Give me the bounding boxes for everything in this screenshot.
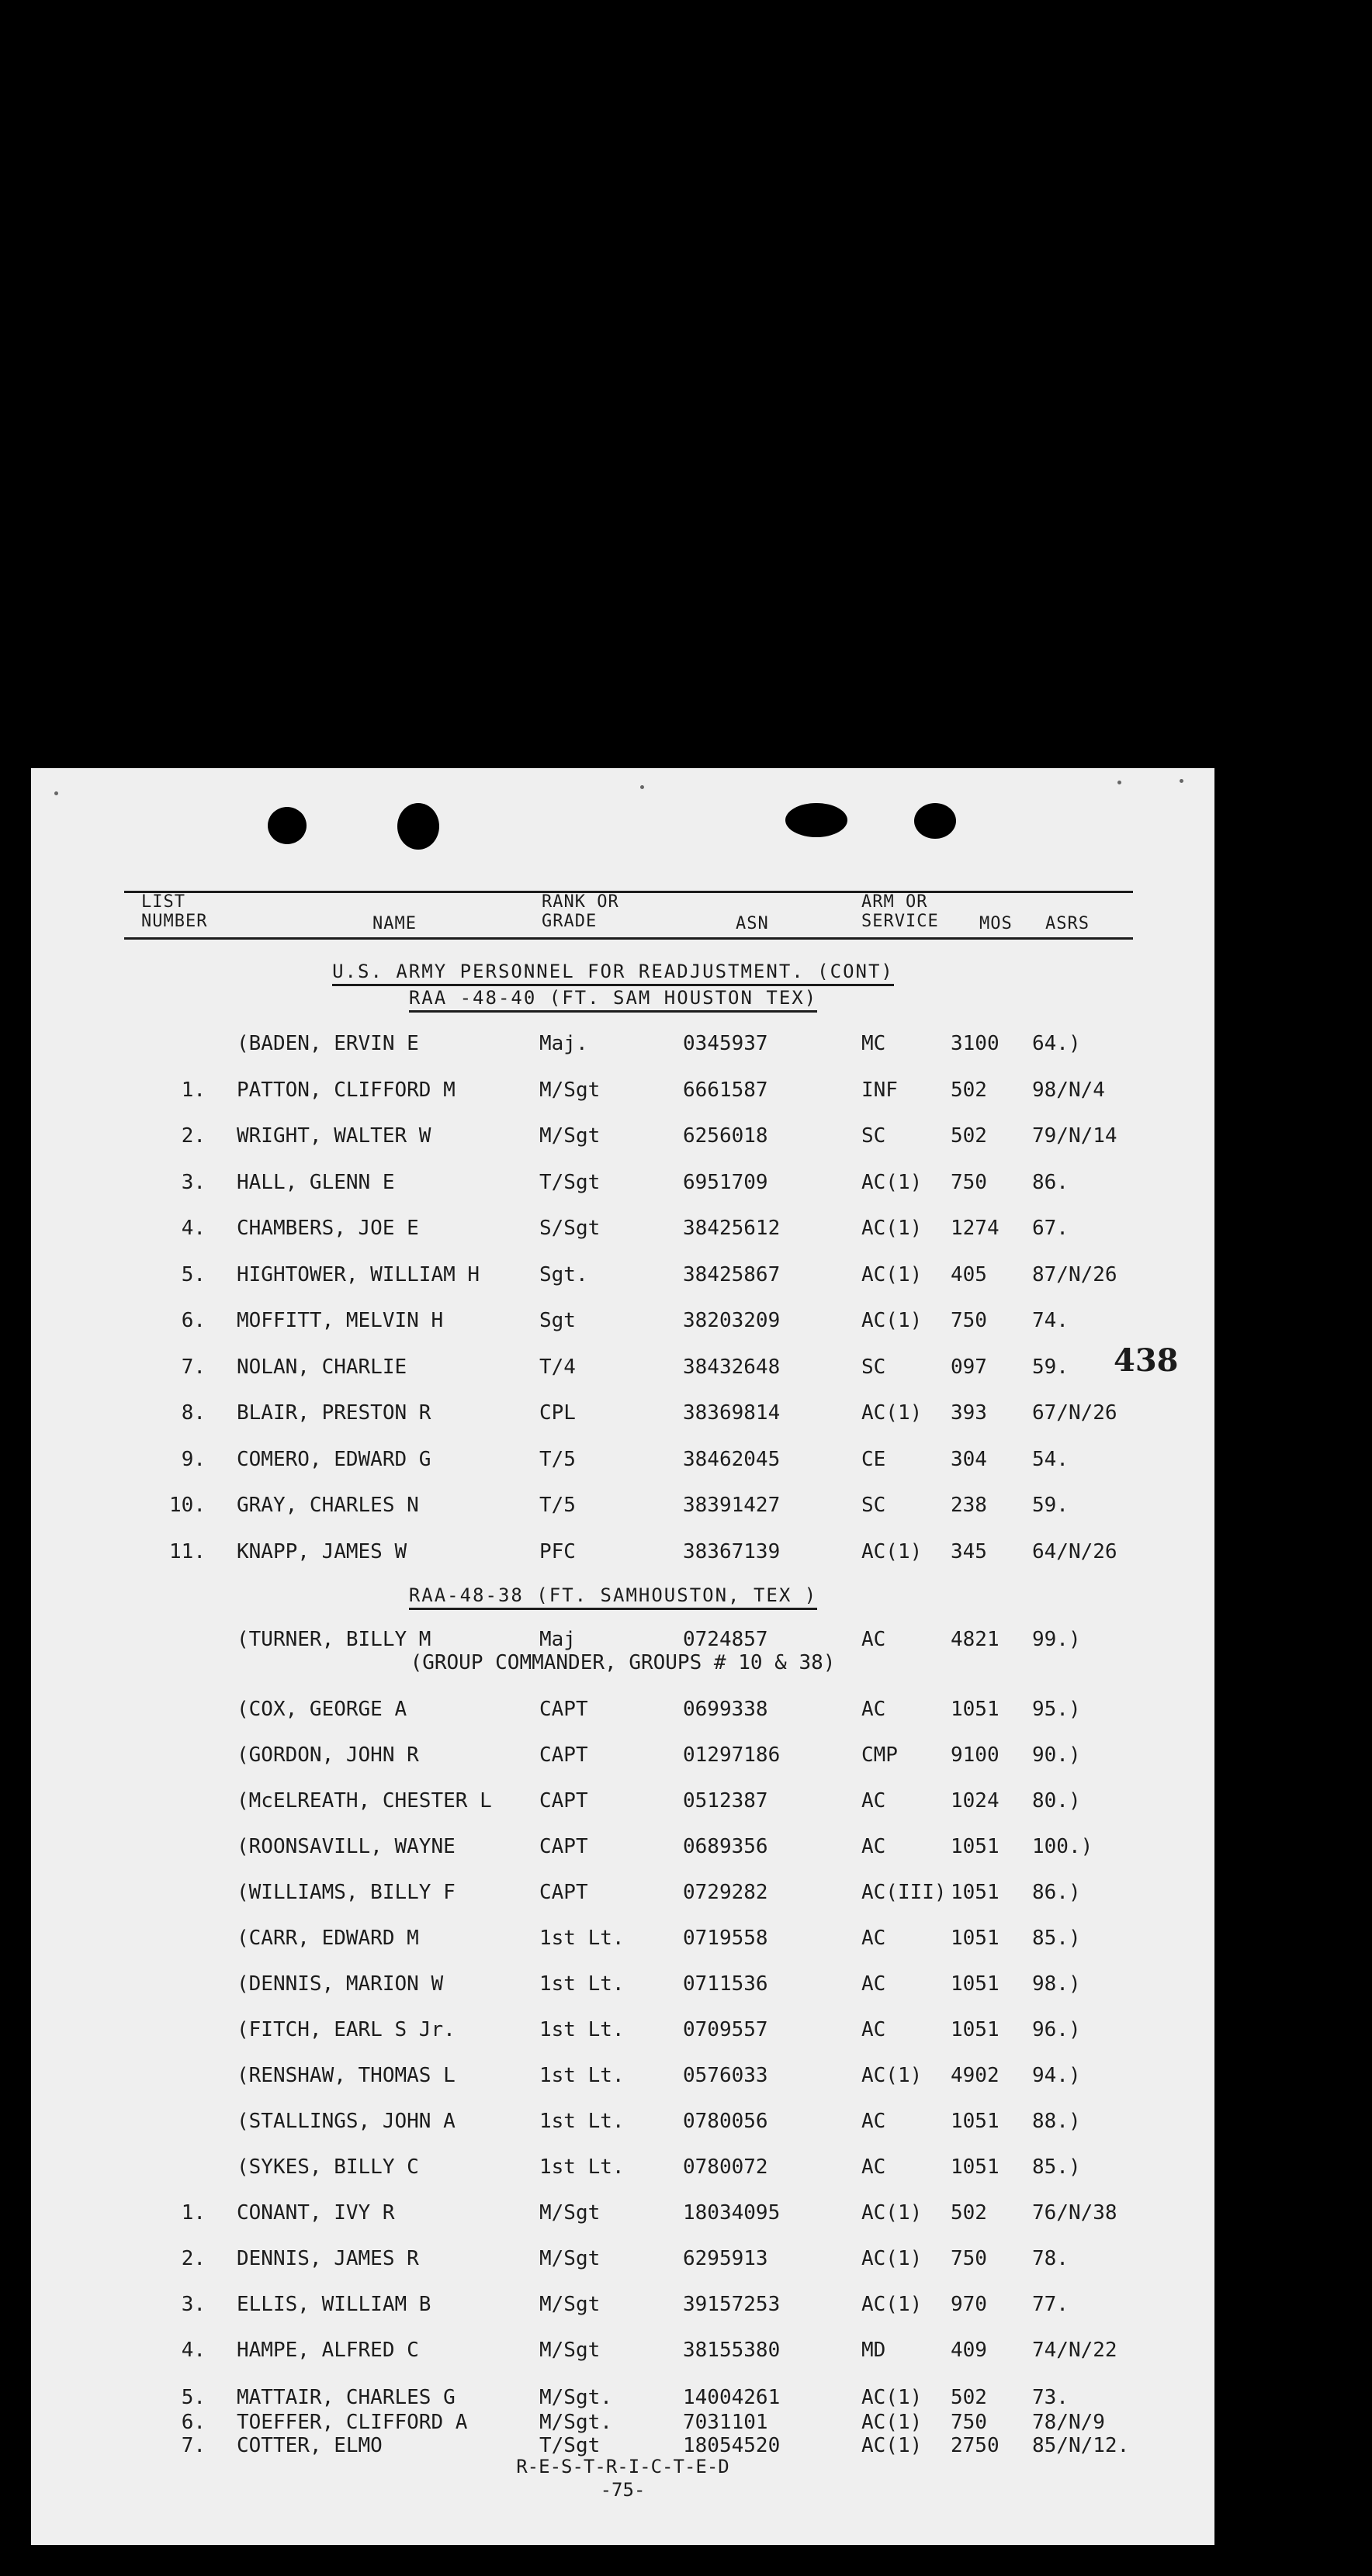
mos: 750 [951, 1170, 987, 1194]
arm-service: AC(1) [861, 1539, 923, 1563]
arm-service: AC(1) [861, 2434, 923, 2457]
mos: 405 [951, 1262, 987, 1286]
asrs: 95.) [1032, 1698, 1081, 1721]
asrs: 85.) [1032, 1927, 1081, 1950]
asn: 38391427 [683, 1494, 781, 1517]
rank: M/Sgt. [539, 2386, 612, 2409]
mos: 970 [951, 2293, 987, 2316]
punch-hole [268, 807, 307, 844]
header-mos: MOS [979, 914, 1013, 933]
rank: 1st Lt. [539, 1972, 625, 1996]
asn: 38155380 [683, 2339, 781, 2362]
mos: 097 [951, 1355, 987, 1379]
asn: 14004261 [683, 2386, 781, 2409]
asrs: 79/N/14 [1032, 1124, 1117, 1148]
arm-service: MD [861, 2339, 886, 2362]
person-name: MATTAIR, CHARLES G [237, 2386, 456, 2409]
mos: 1024 [951, 1789, 1000, 1813]
mos: 1051 [951, 2018, 1000, 2041]
mos: 4821 [951, 1628, 1000, 1651]
rank: M/Sgt [539, 2201, 601, 2225]
list-number: 9. [181, 1447, 206, 1471]
person-name: NOLAN, CHARLIE [237, 1355, 407, 1379]
arm-service: AC(1) [861, 1217, 923, 1240]
asrs: 74/N/22 [1032, 2339, 1117, 2362]
person-name: (WILLIAMS, BILLY F [237, 1881, 456, 1904]
person-name: BLAIR, PRESTON R [237, 1401, 431, 1425]
arm-service: AC [861, 2018, 886, 2041]
asrs: 76/N/38 [1032, 2201, 1117, 2225]
table-row [31, 1263, 1214, 1294]
speck [1117, 781, 1121, 784]
asrs: 86. [1032, 1170, 1069, 1194]
arm-service: CE [861, 1447, 886, 1471]
person-name: (DENNIS, MARION W [237, 1972, 444, 1996]
arm-service: AC(1) [861, 2411, 923, 2434]
asrs: 100.) [1032, 1835, 1093, 1858]
table-row [31, 2110, 1214, 2141]
table-row [31, 1540, 1214, 1571]
asrs: 80.) [1032, 1789, 1081, 1813]
list-number: 1. [181, 2201, 206, 2225]
mos: 502 [951, 1078, 987, 1102]
rank: 1st Lt. [539, 2064, 625, 2087]
rank: M/Sgt [539, 2247, 601, 2270]
rank: M/Sgt [539, 2339, 601, 2362]
asn: 38432648 [683, 1355, 781, 1379]
header-top-rule [124, 891, 1133, 893]
arm-service: AC(1) [861, 2201, 923, 2225]
mos: 238 [951, 1494, 987, 1517]
asrs: 67. [1032, 1217, 1069, 1240]
arm-service: AC(1) [861, 2247, 923, 2270]
mos: 3100 [951, 1032, 1000, 1055]
mos: 9100 [951, 1743, 1000, 1767]
table-row [31, 1032, 1214, 1063]
person-name: (McELREATH, CHESTER L [237, 1789, 492, 1813]
asn: 0729282 [683, 1881, 768, 1904]
asrs: 98/N/4 [1032, 1078, 1105, 1102]
table-row [31, 1079, 1214, 1110]
section-subtitle-2: RAA-48-38 (FT. SAMHOUSTON, TEX ) [31, 1584, 1195, 1606]
person-name: (BADEN, ERVIN E [237, 1032, 419, 1055]
asrs: 98.) [1032, 1972, 1081, 1996]
asrs: 78. [1032, 2247, 1069, 2270]
arm-service: AC(1) [861, 1309, 923, 1332]
arm-service: AC [861, 1972, 886, 1996]
rank: T/4 [539, 1355, 576, 1379]
person-name: HAMPE, ALFRED C [237, 2339, 419, 2362]
header-bottom-rule [124, 937, 1133, 940]
asn: 0689356 [683, 1835, 768, 1858]
table-row [31, 1309, 1214, 1340]
person-name: COMERO, EDWARD G [237, 1447, 431, 1471]
table-row [31, 1401, 1214, 1432]
rank: M/Sgt [539, 2293, 601, 2316]
person-name: MOFFITT, MELVIN H [237, 1309, 444, 1332]
person-name: (FITCH, EARL S Jr. [237, 2018, 456, 2041]
list-number: 5. [181, 1262, 206, 1286]
asrs: 96.) [1032, 2018, 1081, 2041]
table-row [31, 2018, 1214, 2049]
mos: 304 [951, 1447, 987, 1471]
person-name: HIGHTOWER, WILLIAM H [237, 1262, 480, 1286]
asn: 0719558 [683, 1927, 768, 1950]
asrs: 88.) [1032, 2110, 1081, 2133]
table-row [31, 1494, 1214, 1525]
person-name: (COX, GEORGE A [237, 1698, 407, 1721]
section-title: U.S. ARMY PERSONNEL FOR READJUSTMENT. (CONT) [31, 961, 1195, 982]
list-number: 10. [169, 1494, 206, 1517]
person-name: CONANT, IVY R [237, 2201, 395, 2225]
page-stamp-number: 438 [1114, 1342, 1179, 1379]
person-name: CHAMBERS, JOE E [237, 1217, 419, 1240]
arm-service: SC [861, 1494, 886, 1517]
rank: 1st Lt. [539, 2110, 625, 2133]
arm-service: AC(1) [861, 2293, 923, 2316]
table-row [31, 1972, 1214, 2003]
header-arm: ARM OR SERVICE [861, 892, 939, 931]
person-name: KNAPP, JAMES W [237, 1539, 407, 1563]
asrs: 67/N/26 [1032, 1401, 1117, 1425]
arm-service: INF [861, 1078, 898, 1102]
table-row [31, 2247, 1214, 2278]
asrs: 85/N/12. [1032, 2434, 1130, 2457]
mos: 393 [951, 1401, 987, 1425]
mos: 4902 [951, 2064, 1000, 2087]
list-number: 2. [181, 2247, 206, 2270]
rank: T/Sgt [539, 1170, 601, 1194]
asrs: 74. [1032, 1309, 1069, 1332]
rank: M/Sgt [539, 1078, 601, 1102]
person-name: (RENSHAW, THOMAS L [237, 2064, 456, 2087]
mos: 1051 [951, 1698, 1000, 1721]
asn: 0576033 [683, 2064, 768, 2087]
person-name: HALL, GLENN E [237, 1170, 395, 1194]
asn: 38425612 [683, 1217, 781, 1240]
mos: 1051 [951, 2155, 1000, 2179]
list-number: 6. [181, 1309, 206, 1332]
asrs: 90.) [1032, 1743, 1081, 1767]
mos: 1051 [951, 1927, 1000, 1950]
arm-service: AC(1) [861, 1401, 923, 1425]
punch-hole [914, 803, 956, 839]
rank: 1st Lt. [539, 2155, 625, 2179]
asn: 0724857 [683, 1628, 768, 1651]
asrs: 86.) [1032, 1881, 1081, 1904]
asn: 6295913 [683, 2247, 768, 2270]
mos: 750 [951, 1309, 987, 1332]
speck [54, 791, 58, 795]
person-name: COTTER, ELMO [237, 2434, 383, 2457]
list-number: 3. [181, 2293, 206, 2316]
asrs: 54. [1032, 1447, 1069, 1471]
asn: 0780072 [683, 2155, 768, 2179]
person-name: (SYKES, BILLY C [237, 2155, 419, 2179]
person-name: WRIGHT, WALTER W [237, 1124, 431, 1148]
asrs: 87/N/26 [1032, 1262, 1117, 1286]
punch-hole [397, 803, 439, 850]
rank: T/5 [539, 1447, 576, 1471]
rank: T/Sgt [539, 2434, 601, 2457]
asrs: 64.) [1032, 1032, 1081, 1055]
speck [1180, 779, 1183, 783]
list-number: 4. [181, 2339, 206, 2362]
asn: 0512387 [683, 1789, 768, 1813]
asn: 38369814 [683, 1401, 781, 1425]
table-row [31, 2201, 1214, 2232]
rank: CAPT [539, 1743, 588, 1767]
arm-service: AC(1) [861, 1170, 923, 1194]
asrs: 64/N/26 [1032, 1539, 1117, 1563]
list-number: 5. [181, 2386, 206, 2409]
arm-service: MC [861, 1032, 886, 1055]
list-number: 3. [181, 1170, 206, 1194]
rank: T/5 [539, 1494, 576, 1517]
asrs: 78/N/9 [1032, 2411, 1105, 2434]
header-rank: RANK OR GRADE [542, 892, 619, 931]
rank: Maj [539, 1628, 576, 1651]
person-name: GRAY, CHARLES N [237, 1494, 419, 1517]
table-row [31, 2293, 1214, 2324]
person-name: (STALLINGS, JOHN A [237, 2110, 456, 2133]
asrs: 59. [1032, 1355, 1069, 1379]
rank: CPL [539, 1401, 576, 1425]
rank: Sgt [539, 1309, 576, 1332]
asrs: 99.) [1032, 1628, 1081, 1651]
rank: CAPT [539, 1698, 588, 1721]
arm-service: AC [861, 1628, 886, 1651]
person-name: (TURNER, BILLY M [237, 1628, 431, 1651]
arm-service: SC [861, 1124, 886, 1148]
asn: 0780056 [683, 2110, 768, 2133]
arm-service: AC(1) [861, 2064, 923, 2087]
table-row [31, 1698, 1214, 1729]
mos: 750 [951, 2247, 987, 2270]
asn: 6256018 [683, 1124, 768, 1148]
speck [640, 785, 644, 789]
list-number: 8. [181, 1401, 206, 1425]
asn: 0709557 [683, 2018, 768, 2041]
asn: 18054520 [683, 2434, 781, 2457]
arm-service: AC(1) [861, 2386, 923, 2409]
rank: 1st Lt. [539, 1927, 625, 1950]
asn: 6951709 [683, 1170, 768, 1194]
table-row [31, 1356, 1214, 1387]
arm-service: AC [861, 1698, 886, 1721]
table-row [31, 1881, 1214, 1912]
person-name: TOEFFER, CLIFFORD A [237, 2411, 468, 2434]
asn: 0711536 [683, 1972, 768, 1996]
rank: S/Sgt [539, 1217, 601, 1240]
rank: CAPT [539, 1789, 588, 1813]
asn: 01297186 [683, 1743, 781, 1767]
mos: 1051 [951, 1835, 1000, 1858]
rank: 1st Lt. [539, 2018, 625, 2041]
rank: CAPT [539, 1881, 588, 1904]
list-number: 7. [181, 1355, 206, 1379]
mos: 750 [951, 2411, 987, 2434]
arm-service: SC [861, 1355, 886, 1379]
arm-service: AC [861, 2110, 886, 2133]
rank: M/Sgt. [539, 2411, 612, 2434]
mos: 1051 [951, 1881, 1000, 1904]
arm-service: CMP [861, 1743, 898, 1767]
rank: M/Sgt [539, 1124, 601, 1148]
list-number: 2. [181, 1124, 206, 1148]
arm-service: AC [861, 2155, 886, 2179]
header-asn: ASN [736, 914, 769, 933]
asn: 38462045 [683, 1447, 781, 1471]
document-page [31, 768, 1214, 2545]
page-number: -75- [600, 2479, 646, 2501]
list-number: 7. [181, 2434, 206, 2457]
person-name: ELLIS, WILLIAM B [237, 2293, 431, 2316]
table-row [31, 1448, 1214, 1479]
asn: 0699338 [683, 1698, 768, 1721]
table-row [31, 1835, 1214, 1866]
asn: 39157253 [683, 2293, 781, 2316]
header-list-number: LIST NUMBER [141, 892, 208, 931]
asrs: 77. [1032, 2293, 1069, 2316]
table-row [31, 2155, 1214, 2186]
asn: 0345937 [683, 1032, 768, 1055]
asn: 38425867 [683, 1262, 781, 1286]
table-row [31, 1927, 1214, 1958]
person-name: (GORDON, JOHN R [237, 1743, 419, 1767]
table-row [31, 2064, 1214, 2095]
asn: 7031101 [683, 2411, 768, 2434]
table-row [31, 1171, 1214, 1202]
asrs: 85.) [1032, 2155, 1081, 2179]
table-row [31, 1743, 1214, 1774]
table-row [31, 1217, 1214, 1248]
mos: 409 [951, 2339, 987, 2362]
mos: 502 [951, 2201, 987, 2225]
mos: 502 [951, 2386, 987, 2409]
mos: 345 [951, 1539, 987, 1563]
arm-service: AC [861, 1927, 886, 1950]
arm-service: AC(1) [861, 1262, 923, 1286]
asn: 18034095 [683, 2201, 781, 2225]
section-subtitle: RAA -48-40 (FT. SAM HOUSTON TEX) [31, 987, 1195, 1009]
asn: 38203209 [683, 1309, 781, 1332]
rank: CAPT [539, 1835, 588, 1858]
list-number: 4. [181, 1217, 206, 1240]
rank: Maj. [539, 1032, 588, 1055]
asn: 38367139 [683, 1539, 781, 1563]
mos: 1274 [951, 1217, 1000, 1240]
person-name: DENNIS, JAMES R [237, 2247, 419, 2270]
punch-hole [785, 803, 847, 837]
arm-service: AC [861, 1789, 886, 1813]
group-commander-note: (GROUP COMMANDER, GROUPS # 10 & 38) [410, 1651, 836, 1674]
list-number: 1. [181, 1078, 206, 1102]
asrs: 94.) [1032, 2064, 1081, 2087]
table-row [31, 1124, 1214, 1155]
person-name: (CARR, EDWARD M [237, 1927, 419, 1950]
header-asrs: ASRS [1045, 914, 1090, 933]
restricted-marking: R-E-S-T-R-I-C-T-E-D [516, 2456, 729, 2477]
rank: PFC [539, 1539, 576, 1563]
asrs: 73. [1032, 2386, 1069, 2409]
asn: 6661587 [683, 1078, 768, 1102]
mos: 502 [951, 1124, 987, 1148]
asrs: 59. [1032, 1494, 1069, 1517]
list-number: 11. [169, 1539, 206, 1563]
person-name: (ROONSAVILL, WAYNE [237, 1835, 456, 1858]
mos: 1051 [951, 2110, 1000, 2133]
arm-service: AC(III) [861, 1881, 947, 1904]
rank: Sgt. [539, 1262, 588, 1286]
mos: 2750 [951, 2434, 1000, 2457]
list-number: 6. [181, 2411, 206, 2434]
person-name: PATTON, CLIFFORD M [237, 1078, 456, 1102]
header-name: NAME [372, 914, 417, 933]
mos: 1051 [951, 1972, 1000, 1996]
arm-service: AC [861, 1835, 886, 1858]
table-row [31, 1789, 1214, 1820]
table-row [31, 2339, 1214, 2370]
